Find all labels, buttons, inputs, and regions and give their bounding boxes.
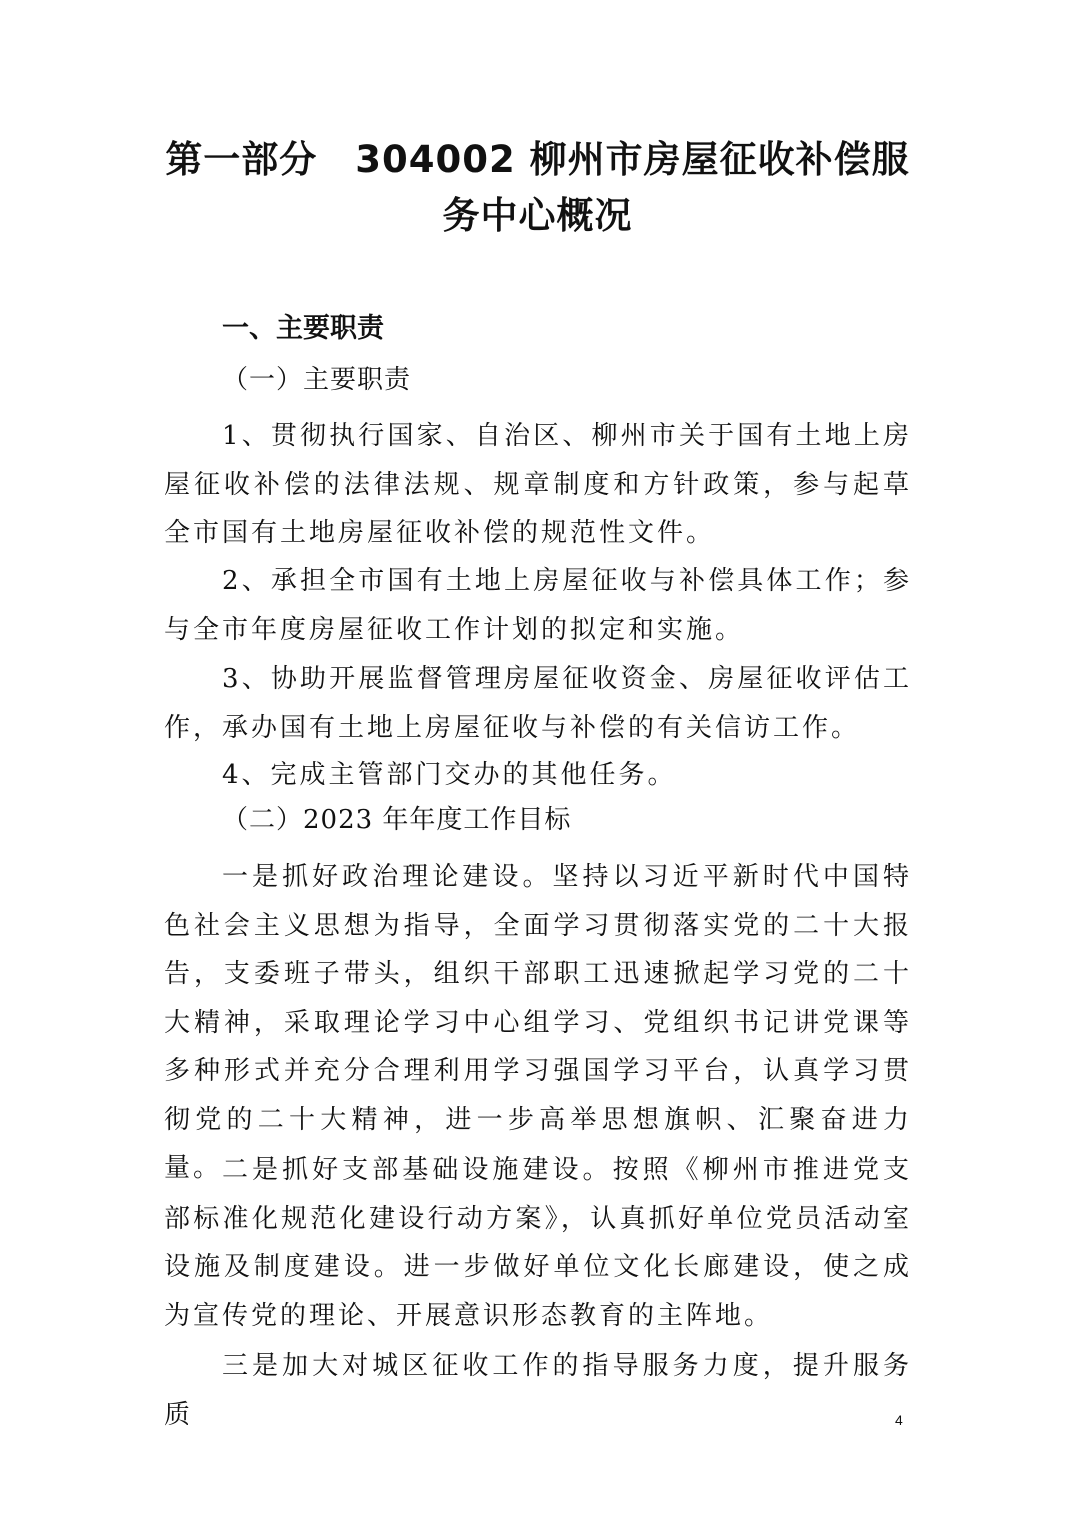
goal-paragraph-3: 三是加大对城区征收工作的指导服务力度，提升服务质 [164, 1351, 912, 1430]
duty-paragraph-2: 2、承担全市国有土地上房屋征收与补偿具体工作；参与全市年度房屋征收工作计划的拟定和实施。 [164, 566, 912, 645]
title-line-1: 第一部分 304002 柳州市房屋征收补偿服 [165, 138, 910, 181]
subsection-heading-duties: （一）主要职责 [222, 365, 412, 395]
section-heading-main-duties: 一、主要职责 [222, 313, 384, 344]
duty-paragraph-1: 1、贯彻执行国家、自治区、柳州市关于国有土地上房屋征收补偿的法律法规、规章制度和方针政策，参与起草全市国有土地房屋征收补偿的规范性文件。 [164, 421, 912, 548]
page-number: 4 [895, 1412, 903, 1428]
subsection-heading-goals: （二）2023 年年度工作目标 [222, 805, 572, 835]
title-line-2: 务中心概况 [442, 194, 633, 237]
goal-paragraph-1: 一是抓好政治理论建设。坚持以习近平新时代中国特色社会主义思想为指导，全面学习贯彻落实党的二十大报告，支委班子带头，组织干部职工迅速掀起学习党的二十大精神，采取理论学习中心组学习、党组织书记讲党课等多种形式并充分合理利用学习强国学习平台，认真学习贯彻党的二十大精神，进一步高举思想旗帜、汇聚奋进力量。 [164, 862, 912, 1183]
goal-paragraph-2: 二是抓好支部基础设施建设。按照《柳州市推进党支部标准化规范化建设行动方案》，认真抓好单位党员活动室设施及制度建设。进一步做好单位文化长廊建设，使之成为宣传党的理论、开展意识形态教育的主阵地。 [164, 1155, 912, 1331]
page-title [150, 132, 925, 244]
duty-paragraph-3: 3、协助开展监督管理房屋征收资金、房屋征收评估工作，承办国有土地上房屋征收与补偿的有关信访工作。 [164, 664, 912, 743]
duty-paragraph-4: 4、完成主管部门交办的其他任务。 [222, 760, 677, 790]
